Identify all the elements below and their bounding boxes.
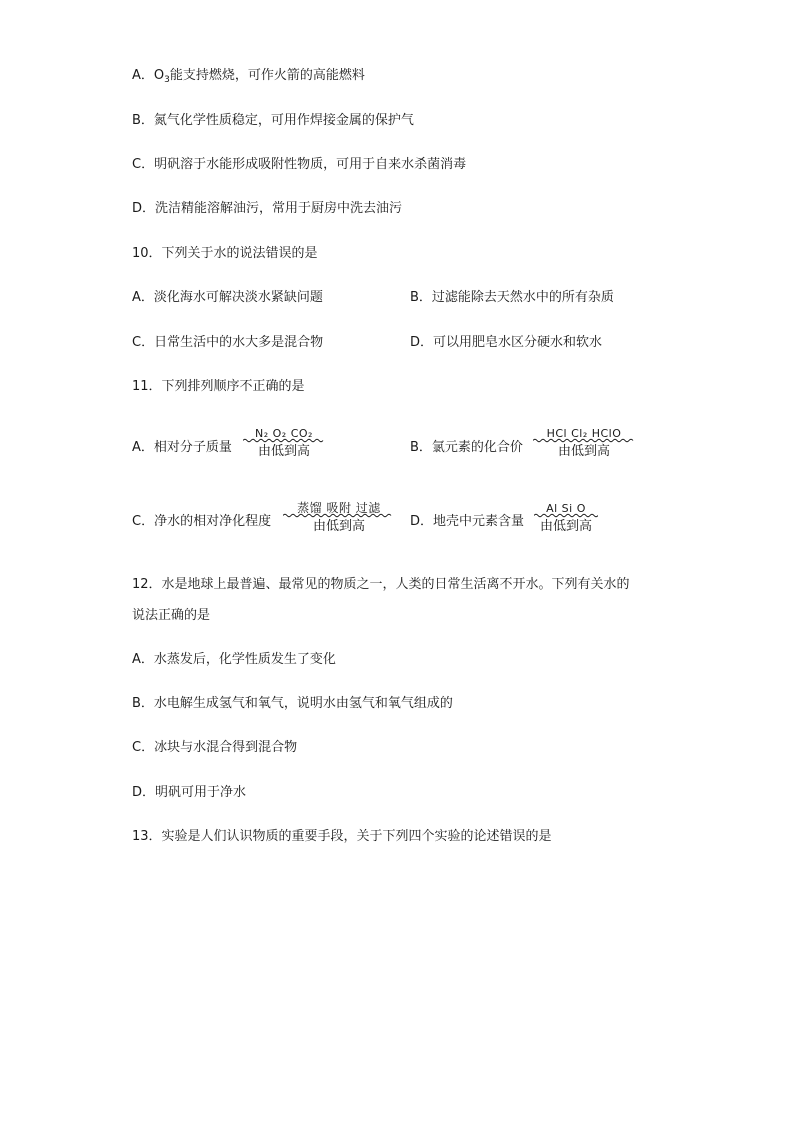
option-9a-text-pre: A．O xyxy=(132,68,165,83)
option-11c-label: C．净水的相对净化程度 xyxy=(132,514,272,529)
question-13: 13．实验是人们认识物质的重要手段，关于下列四个实验的论述错误的是 xyxy=(132,829,552,844)
option-11a-label: A．相对分子质量 xyxy=(132,440,232,455)
question-12-line-1: 12．水是地球上最普遍、最常见的物质之一，人类的日常生活离不开水。下列有关水的 xyxy=(132,577,630,592)
option-11d-order xyxy=(534,502,598,536)
option-10c: C．日常生活中的水大多是混合物 xyxy=(132,335,324,350)
option-11b-order-items: HCl Cl₂ HClO xyxy=(546,427,622,440)
option-12a: A．水蒸发后，化学性质发生了变化 xyxy=(132,652,336,667)
question-10: 10．下列关于水的说法错误的是 xyxy=(132,246,318,261)
option-9a xyxy=(132,67,365,89)
option-11a-order xyxy=(243,427,325,461)
option-11b-order xyxy=(533,427,635,461)
option-11b-label: B．氯元素的化合价 xyxy=(410,440,523,455)
option-11a-order-items: N₂ O₂ CO₂ xyxy=(255,427,313,440)
option-9c: C．明矾溶于水能形成吸附性物质，可用于自来水杀菌消毒 xyxy=(132,157,467,172)
option-11c-caption: 由低到高 xyxy=(312,519,365,534)
question-12-line-2: 说法正确的是 xyxy=(132,608,211,623)
option-11d-order-items: Al Si O xyxy=(546,502,586,515)
option-10b: B．过滤能除去天然水中的所有杂质 xyxy=(410,290,614,305)
option-11b-caption: 由低到高 xyxy=(557,444,610,459)
option-10a: A．淡化海水可解决淡水紧缺问题 xyxy=(132,290,323,305)
option-9b: B．氮气化学性质稳定，可用作焊接金属的保护气 xyxy=(132,113,414,128)
option-11d-caption: 由低到高 xyxy=(539,519,592,534)
question-11: 11．下列排列顺序不正确的是 xyxy=(132,379,305,394)
option-11d-label: D．地壳中元素含量 xyxy=(410,514,525,529)
option-10d: D．可以用肥皂水区分硬水和软水 xyxy=(410,335,603,350)
option-11c-order xyxy=(283,502,395,536)
option-12c: C．冰块与水混合得到混合物 xyxy=(132,740,298,755)
option-12b: B．水电解生成氢气和氧气，说明水由氢气和氧气组成的 xyxy=(132,696,453,711)
option-11c-order-items: 蒸馏 吸附 过滤 xyxy=(297,501,381,515)
option-11a-caption: 由低到高 xyxy=(257,444,310,459)
option-9a-text-post: 能支持燃烧，可作火箭的高能燃料 xyxy=(169,68,365,83)
option-12d: D．明矾可用于净水 xyxy=(132,785,247,800)
option-9a-subscript: 3 xyxy=(164,75,170,85)
option-9d: D．洗洁精能溶解油污，常用于厨房中洗去油污 xyxy=(132,201,403,216)
